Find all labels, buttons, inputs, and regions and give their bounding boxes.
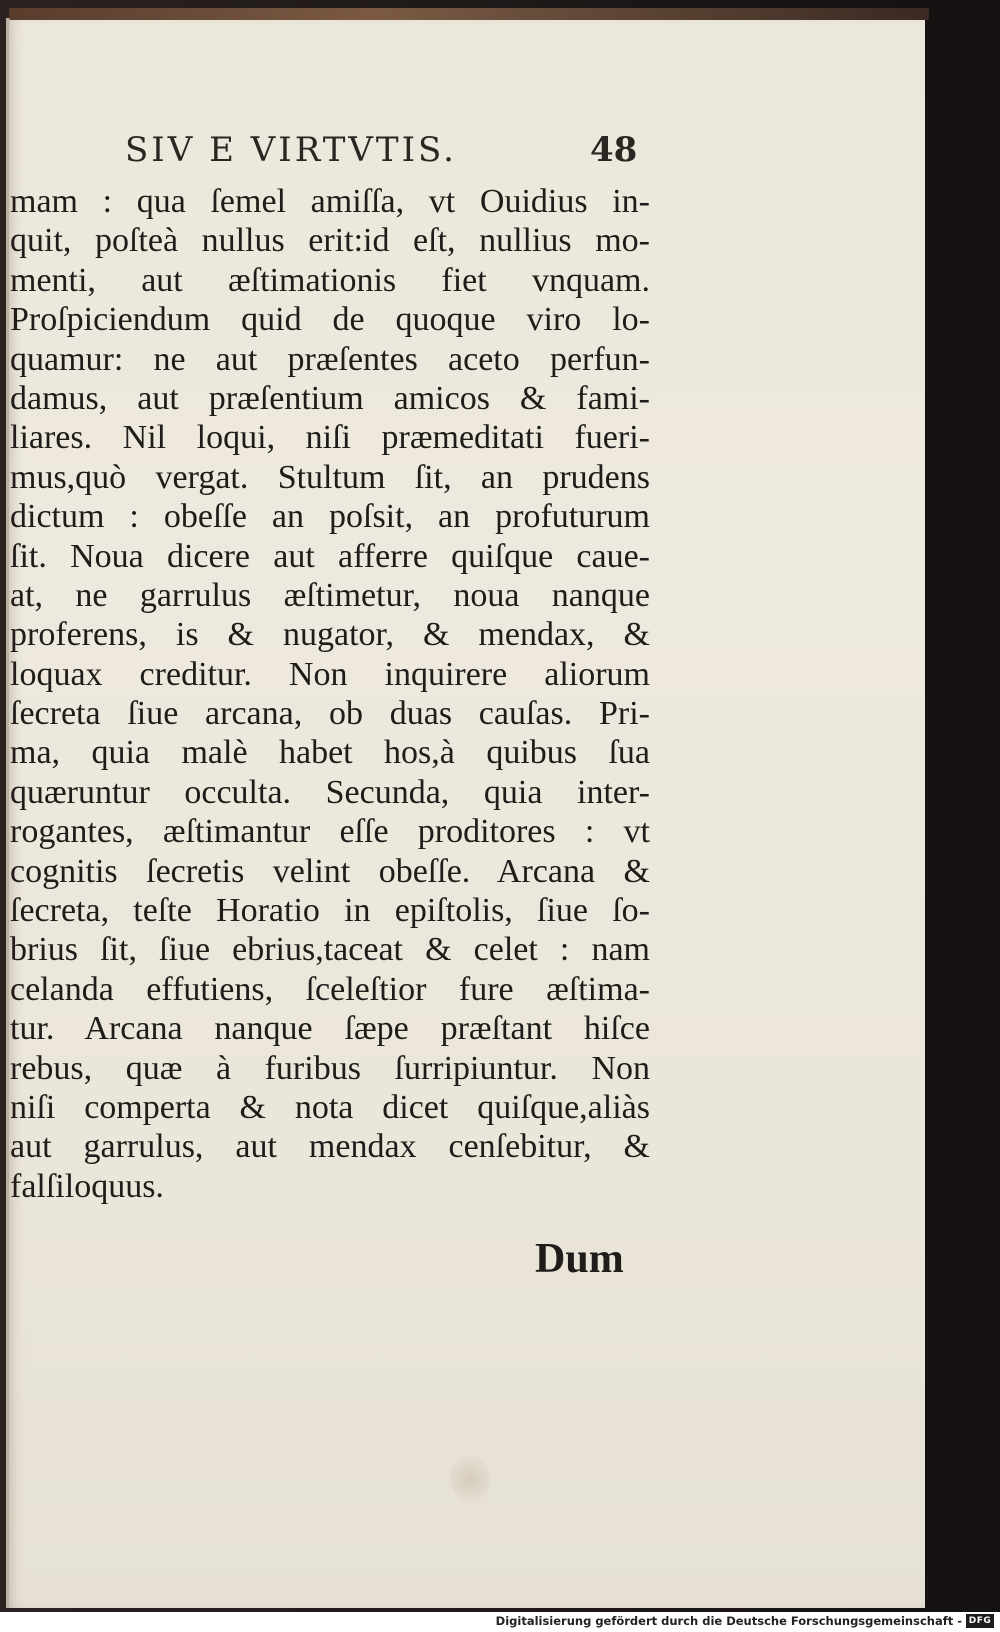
text-line: rogantes, æſtimantur eſſe proditores : vt (10, 813, 650, 851)
text-line: ſecreta ſiue arcana, ob duas cauſas. Pri- (10, 695, 650, 733)
text-line: dictum : obeſſe an poſsit, an profuturum (10, 498, 650, 536)
text-line: rebus, quæ à furibus ſurripiuntur. Non (10, 1049, 650, 1087)
text-line: tur. Arcana nanque ſæpe præſtant hiſce (10, 1010, 650, 1048)
text-line: niſi comperta & nota dicet quiſque,aliàs (10, 1088, 650, 1126)
text-line: ma, quia malè habet hos,à quibus ſua (10, 734, 650, 772)
body-text (10, 182, 650, 1206)
text-line: brius ſit, ſiue ebrius,taceat & celet : nam (10, 931, 650, 969)
text-line: cognitis ſecretis velint obeſſe. Arcana & (10, 852, 650, 890)
dfg-logo-icon: DFG (966, 1614, 994, 1628)
page-top-edge (9, 8, 929, 20)
text-line: proferens, is & nugator, & mendax, & (10, 616, 650, 654)
text-line: Proſpiciendum quid de quoque viro lo- (10, 301, 650, 339)
paper-stain (450, 1455, 490, 1503)
running-head: SIV E VIRTVTIS. (125, 130, 457, 170)
text-line: quæruntur occulta. Secunda, quia inter- (10, 773, 650, 811)
text-line: quit, poſteà nullus erit:id eſt, nullius mo- (10, 222, 650, 260)
text-line: mam : qua ſemel amiſſa, vt Ouidius in- (10, 183, 650, 220)
text-line: falſiloquus. (10, 1167, 164, 1205)
text-line: ſit. Noua dicere aut afferre quiſque caue- (10, 537, 650, 575)
text-line: at, ne garrulus æſtimetur, noua nanque (10, 576, 650, 614)
text-line: loquax creditur. Non inquirere aliorum (10, 655, 650, 693)
text-line: celanda effutiens, ſceleſtior fure æſtima- (10, 970, 650, 1008)
text-line: ſecreta, teſte Horatio in epiſtolis, ſiue ſo- (10, 892, 650, 930)
text-line: damus, aut præſentium amicos & fami- (10, 379, 650, 417)
text-line: liares. Nil loqui, niſi præmeditati fueri- (10, 419, 650, 457)
text-line: aut garrulus, aut mendax cenſebitur, & (10, 1128, 650, 1166)
text-line: quamur: ne aut præſentes aceto perfun- (10, 340, 650, 378)
page-number: 48 (590, 130, 638, 170)
text-line: mus,quò vergat. Stultum ſit, an prudens (10, 458, 650, 496)
funding-notice: Digitalisierung gefördert durch die Deutsche Forschungsgemeinschaft - (495, 1614, 962, 1628)
catchword: Dum (535, 1236, 624, 1282)
text-line: menti, aut æſtimationis fiet vnquam. (10, 261, 650, 299)
